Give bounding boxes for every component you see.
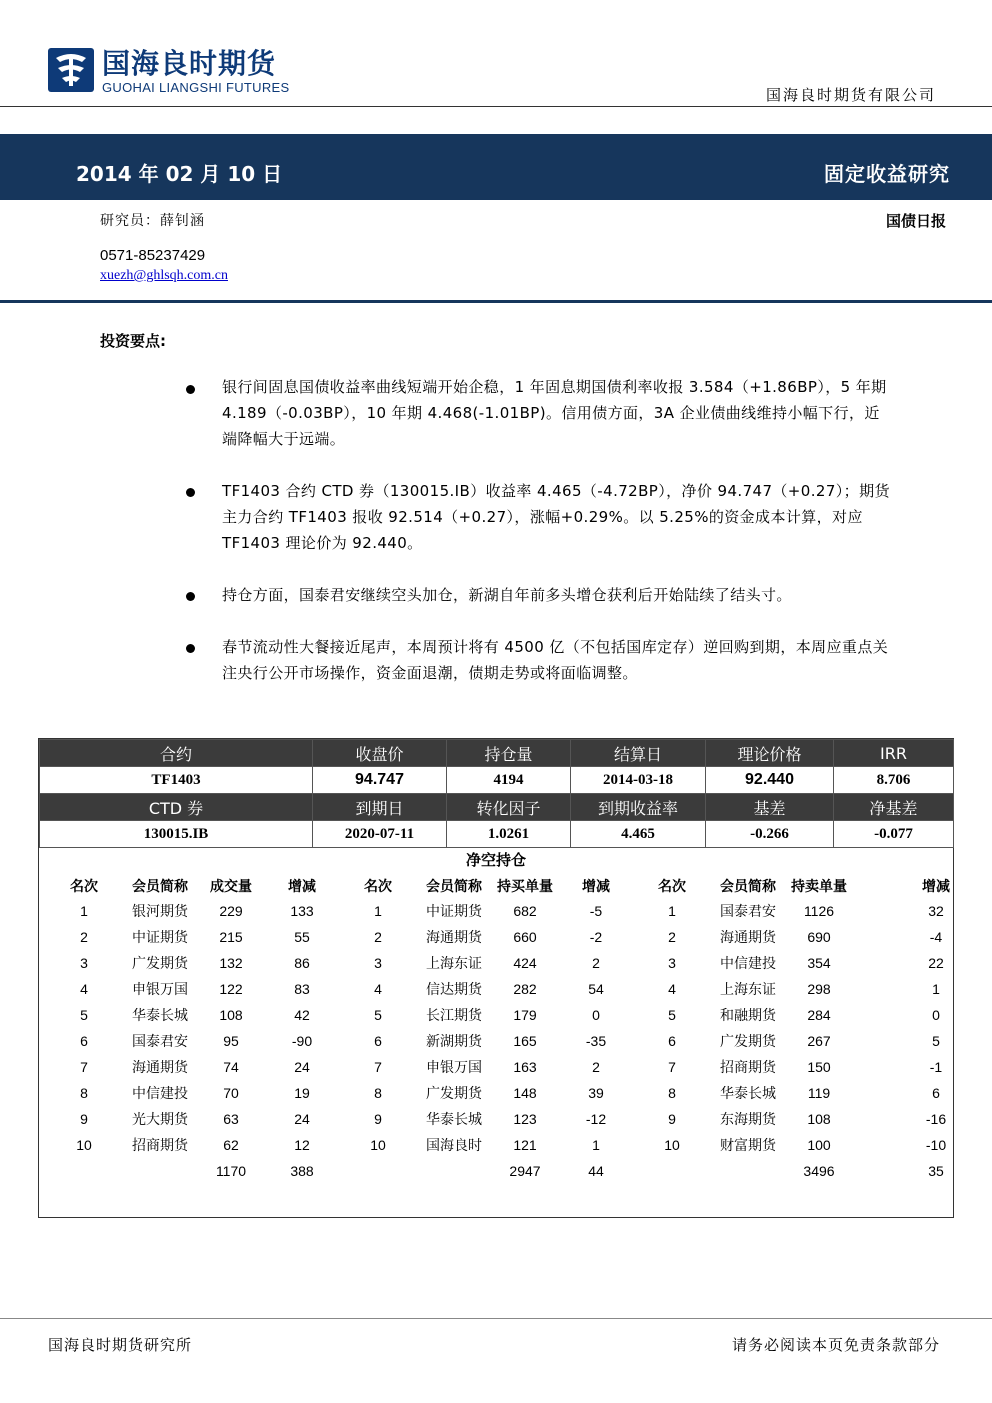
table-cell: 7	[668, 1059, 676, 1075]
table-cell: 3	[374, 955, 382, 971]
table-cell: 国泰君安	[720, 904, 776, 920]
table-row	[39, 976, 992, 1002]
table-cell: 1	[592, 1137, 600, 1153]
summary-cell: 8.706	[834, 767, 954, 794]
summary-header-cell: 转化因子	[447, 794, 571, 821]
table-cell: 申银万国	[426, 1060, 482, 1076]
table-cell: 3	[668, 955, 676, 971]
brand-name-en: GUOHAI LIANGSHI FUTURES	[102, 80, 290, 95]
table-cell: 121	[513, 1137, 537, 1153]
table-cell: 148	[513, 1085, 537, 1101]
company-name: 国海良时期货有限公司	[765, 86, 936, 104]
summary-cell: 1.0261	[447, 821, 571, 848]
summary-header-cell: 到期收益率	[571, 794, 706, 821]
summary-header-cell: 理论价格	[706, 740, 834, 767]
summary-cell: -0.266	[706, 821, 834, 848]
table-cell: 39	[588, 1085, 604, 1101]
table-cell: 7	[80, 1059, 88, 1075]
table-cell: 22	[928, 955, 944, 971]
table-cell: 9	[374, 1111, 382, 1127]
table-cell: 银河期货	[132, 904, 188, 920]
table-cell: 0	[592, 1007, 600, 1023]
table-row	[39, 1028, 992, 1054]
key-point-item: TF1403 合约 CTD 券（130015.IB）收益率 4.465（-4.72BP），净价 94.747（+0.27）；期货主力合约 TF1403 报收 92.514（+0.27），涨幅+0.29%。以 5.25%的资金成本计算，对应 TF1403 理论价为 92.440。	[222, 482, 890, 552]
table-cell: 长江期货	[426, 1008, 482, 1024]
report-date: 2014 年 02 月 10 日	[76, 162, 283, 186]
table-row	[39, 1002, 992, 1028]
table-cell: 新湖期货	[426, 1034, 482, 1050]
table-cell: 6	[932, 1085, 940, 1101]
table-cell: 95	[223, 1033, 239, 1049]
table-cell: 24	[294, 1059, 310, 1075]
ranking-header-cell: 持卖单量	[791, 878, 847, 894]
guohai-logo-icon	[48, 48, 94, 92]
table-cell: 108	[219, 1007, 243, 1023]
table-cell: 83	[294, 981, 310, 997]
total-cell	[627, 1158, 717, 1184]
table-cell: 298	[807, 981, 831, 997]
summary-header-cell: IRR	[834, 740, 954, 767]
table-cell: 8	[374, 1085, 382, 1101]
table-cell: 12	[294, 1137, 310, 1153]
summary-cell: 94.747	[313, 767, 447, 794]
key-points-title: 投资要点:	[100, 332, 166, 350]
table-cell: 10	[370, 1137, 386, 1153]
table-cell: 9	[668, 1111, 676, 1127]
table-cell: 中信建投	[720, 956, 776, 972]
table-cell: 424	[513, 955, 537, 971]
table-cell: 1	[374, 903, 382, 919]
ranking-header-cell: 会员简称	[720, 878, 776, 894]
table-cell: -5	[589, 903, 603, 919]
table-cell: 660	[513, 929, 537, 945]
key-point-item: 持仓方面，国泰君安继续空头加仓，新湖自年前多头增仓获利后开始陆续了结头寸。	[222, 586, 792, 604]
summary-header-cell: 持仓量	[447, 740, 571, 767]
table-cell: 6	[80, 1033, 88, 1049]
table-row	[39, 1080, 992, 1106]
table-cell: 海通期货	[426, 930, 482, 946]
table-cell: 267	[807, 1033, 831, 1049]
ranking-header-cell: 会员简称	[132, 878, 188, 894]
table-cell: -35	[585, 1033, 607, 1049]
ranking-header-cell: 会员简称	[426, 878, 482, 894]
ranking-header-cell: 持买单量	[497, 878, 553, 894]
bullet-icon	[186, 592, 195, 601]
key-point-item: 春节流动性大餐接近尾声，本周预计将有 4500 亿（不包括国库定存）逆回购到期，本周应重点关注央行公开市场操作，资金面退潮，债期走势或将面临调整。	[222, 638, 889, 682]
table-cell: 中证期货	[426, 904, 482, 920]
summary-value-row	[40, 821, 954, 848]
footer-divider	[0, 1318, 992, 1319]
table-cell: 19	[294, 1085, 310, 1101]
summary-cell: 92.440	[706, 767, 834, 794]
table-cell: 165	[513, 1033, 537, 1049]
summary-header-row	[40, 740, 954, 767]
table-cell: 1126	[803, 903, 835, 919]
ranking-header-cell: 增减	[582, 878, 610, 894]
table-cell: 354	[807, 955, 831, 971]
table-cell: 国海良时	[426, 1138, 482, 1154]
table-cell: 5	[932, 1033, 940, 1049]
table-cell: 179	[513, 1007, 537, 1023]
table-cell: 4	[668, 981, 676, 997]
table-cell: 55	[294, 929, 310, 945]
summary-header-cell: 结算日	[571, 740, 706, 767]
table-cell: -1	[929, 1059, 943, 1075]
summary-header-cell: 净基差	[834, 794, 954, 821]
table-cell: 63	[223, 1111, 239, 1127]
data-panel	[38, 738, 954, 1218]
table-cell: 东海期货	[720, 1112, 776, 1128]
table-cell: 华泰长城	[720, 1086, 776, 1102]
bullet-icon	[186, 644, 195, 653]
summary-cell: 2020-07-11	[313, 821, 447, 848]
table-cell: 7	[374, 1059, 382, 1075]
table-cell: 86	[294, 955, 310, 971]
table-row	[39, 1106, 992, 1132]
table-cell: 广发期货	[426, 1086, 482, 1102]
header-divider	[0, 106, 992, 107]
table-cell: 5	[668, 1007, 676, 1023]
table-cell: 中信建投	[132, 1086, 188, 1102]
brand-name-cn: 国海良时期货	[102, 47, 277, 80]
bullet-icon	[186, 488, 195, 497]
table-cell: 229	[219, 903, 243, 919]
summary-header-row	[40, 794, 954, 821]
total-cell: 3496	[803, 1163, 835, 1179]
table-cell: 10	[664, 1137, 680, 1153]
table-cell: -4	[929, 929, 943, 945]
contract-summary-table	[39, 739, 954, 848]
table-cell: 70	[223, 1085, 239, 1101]
table-cell: 6	[668, 1033, 676, 1049]
bullet-icon	[186, 385, 195, 394]
total-cell: 2947	[509, 1163, 541, 1179]
table-cell: 海通期货	[132, 1060, 188, 1076]
table-row	[39, 898, 992, 924]
summary-cell: 130015.IB	[40, 821, 313, 848]
table-cell: 华泰长城	[426, 1112, 482, 1128]
table-cell: 信达期货	[426, 982, 482, 998]
table-cell: -12	[585, 1111, 607, 1127]
totals-row	[39, 1158, 992, 1184]
summary-cell: 4.465	[571, 821, 706, 848]
table-cell: 招商期货	[132, 1138, 188, 1154]
table-cell: 上海东证	[426, 956, 482, 972]
researcher-email-link[interactable]: xuezh@ghlsqh.com.cn	[100, 268, 228, 283]
table-cell: 申银万国	[132, 982, 188, 998]
total-cell: 44	[588, 1163, 604, 1179]
table-cell: 282	[513, 981, 537, 997]
table-cell: 24	[294, 1111, 310, 1127]
table-cell: 54	[588, 981, 604, 997]
table-cell: 光大期货	[132, 1112, 188, 1128]
table-cell: 2	[668, 929, 676, 945]
table-cell: 682	[513, 903, 537, 919]
table-cell: 133	[290, 903, 314, 919]
table-cell: 1	[932, 981, 940, 997]
report-type: 国债日报	[885, 212, 946, 230]
ranking-header-cell: 成交量	[210, 878, 252, 894]
ranking-header-cell: 增减	[922, 878, 950, 894]
table-cell: 2	[592, 1059, 600, 1075]
table-cell: 海通期货	[720, 930, 776, 946]
table-cell: 8	[668, 1085, 676, 1101]
total-cell: 388	[290, 1163, 314, 1179]
footer-disclaimer: 请务必阅读本页免责条款部分	[731, 1336, 940, 1354]
total-cell	[333, 1158, 423, 1184]
summary-cell: TF1403	[40, 767, 313, 794]
table-cell: 华泰长城	[132, 1008, 188, 1024]
ranking-header-cell: 名次	[364, 878, 392, 894]
table-cell: 2	[80, 929, 88, 945]
table-cell: 132	[219, 955, 243, 971]
title-banner	[0, 134, 992, 200]
key-point-item: 银行间固息国债收益率曲线短端开始企稳，1 年固息期国债利率收报 3.584（+1.86BP），5 年期 4.189（-0.03BP），10 年期 4.468(-1.01BP)。信用债方面，3A 企业债曲线维持小幅下行，近端降幅大于远端。	[222, 378, 887, 448]
table-row	[39, 1132, 992, 1158]
total-cell	[717, 1158, 779, 1184]
table-cell: 122	[219, 981, 243, 997]
total-cell: 35	[928, 1163, 944, 1179]
table-cell: 123	[513, 1111, 537, 1127]
table-cell: 5	[80, 1007, 88, 1023]
table-cell: 8	[80, 1085, 88, 1101]
table-cell: 上海东证	[720, 982, 776, 998]
table-cell: 1	[80, 903, 88, 919]
table-cell: 9	[80, 1111, 88, 1127]
total-cell	[423, 1158, 485, 1184]
researcher-phone: 0571-85237429	[100, 247, 206, 264]
table-cell: 215	[219, 929, 243, 945]
table-cell: -90	[291, 1033, 313, 1049]
table-cell: 3	[80, 955, 88, 971]
ranking-header-row	[39, 874, 992, 898]
table-cell: 284	[807, 1007, 831, 1023]
summary-cell: -0.077	[834, 821, 954, 848]
table-cell: 42	[294, 1007, 310, 1023]
table-cell: 690	[807, 929, 831, 945]
ranking-header-cell: 名次	[70, 878, 98, 894]
table-cell: 中证期货	[132, 930, 188, 946]
table-cell: 10	[76, 1137, 92, 1153]
ranking-header-cell: 名次	[658, 878, 686, 894]
table-row	[39, 950, 992, 976]
table-cell: 74	[223, 1059, 239, 1075]
table-cell: 119	[807, 1085, 831, 1101]
total-cell	[129, 1158, 191, 1184]
table-cell: 广发期货	[720, 1034, 776, 1050]
table-cell: 广发期货	[132, 956, 188, 972]
summary-header-cell: 收盘价	[313, 740, 447, 767]
table-cell: 4	[374, 981, 382, 997]
summary-cell: 2014-03-18	[571, 767, 706, 794]
researcher-name: 研究员：薛钊涵	[100, 213, 205, 229]
table-cell: 100	[807, 1137, 831, 1153]
summary-header-cell: 到期日	[313, 794, 447, 821]
table-cell: -10	[925, 1137, 947, 1153]
table-cell: 6	[374, 1033, 382, 1049]
table-cell: 4	[80, 981, 88, 997]
summary-header-cell: 基差	[706, 794, 834, 821]
ranking-table	[39, 874, 992, 1184]
summary-cell: 4194	[447, 767, 571, 794]
table-cell: 0	[932, 1007, 940, 1023]
table-cell: -2	[589, 929, 603, 945]
table-cell: 108	[807, 1111, 831, 1127]
total-cell: 1170	[215, 1163, 247, 1179]
summary-header-cell: CTD 券	[40, 794, 313, 821]
report-section: 固定收益研究	[824, 162, 950, 186]
table-row	[39, 1054, 992, 1080]
table-cell: 62	[223, 1137, 239, 1153]
summary-header-cell: 合约	[40, 740, 313, 767]
ranking-header-cell: 增减	[288, 878, 316, 894]
total-cell	[39, 1158, 129, 1184]
table-cell: 5	[374, 1007, 382, 1023]
table-cell: 1	[668, 903, 676, 919]
table-cell: 财富期货	[720, 1138, 776, 1154]
info-divider	[0, 300, 992, 303]
table-cell: 2	[374, 929, 382, 945]
table-cell: 32	[928, 903, 944, 919]
table-cell: 163	[513, 1059, 537, 1075]
summary-value-row	[40, 767, 954, 794]
table-cell: 国泰君安	[132, 1034, 188, 1050]
table-cell: -16	[925, 1111, 947, 1127]
footer-institute: 国海良时期货研究所	[48, 1336, 193, 1354]
table-cell: 招商期货	[720, 1060, 776, 1076]
table-cell: 和融期货	[720, 1008, 776, 1024]
table-cell: 2	[592, 955, 600, 971]
table-row	[39, 924, 992, 950]
table-cell: 150	[807, 1059, 831, 1075]
ranking-title: 净空持仓	[465, 851, 526, 869]
